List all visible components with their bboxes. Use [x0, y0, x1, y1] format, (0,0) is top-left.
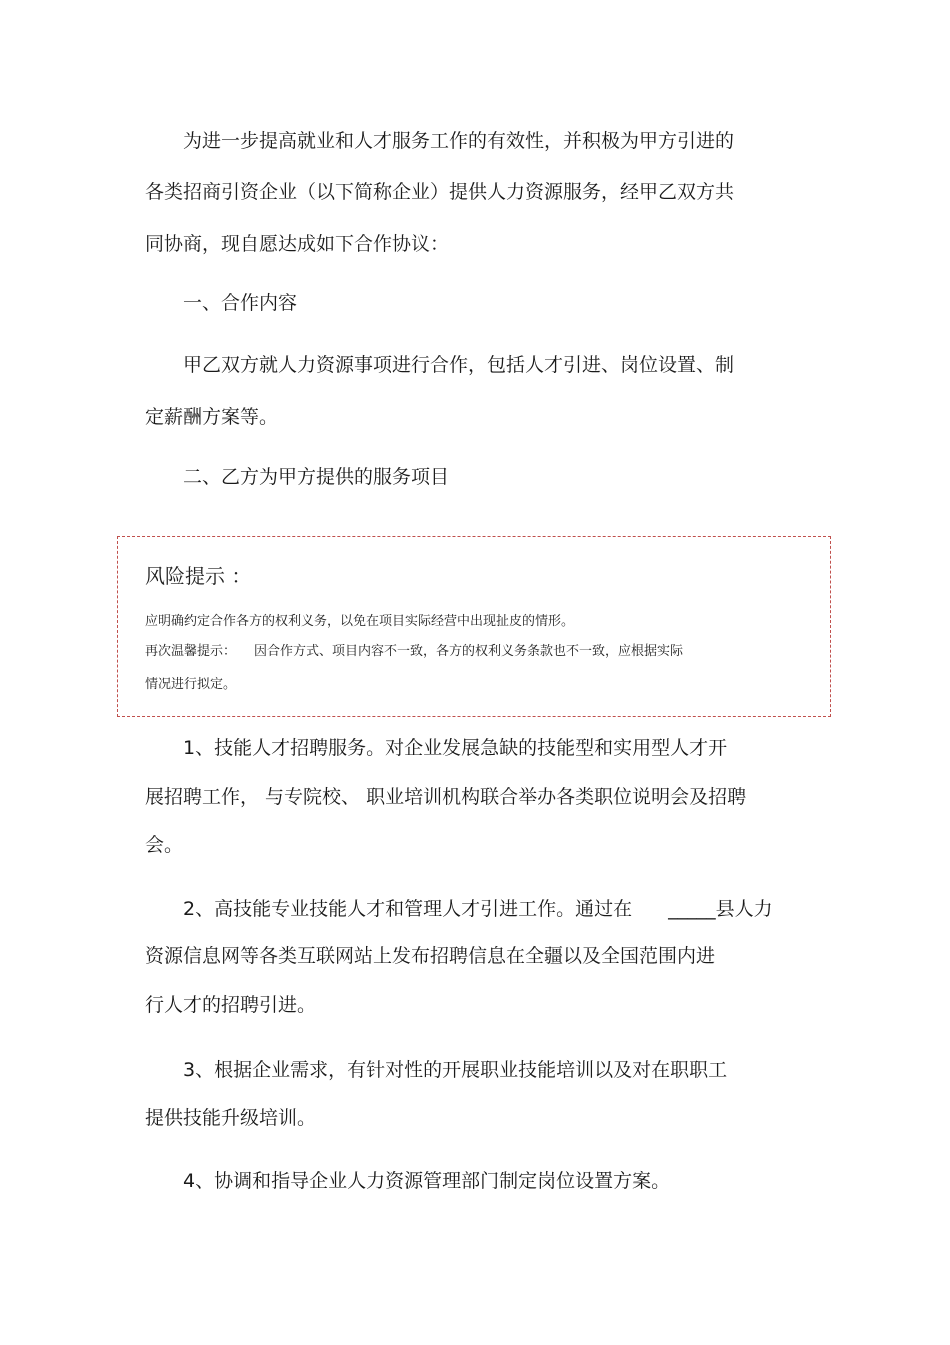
- section-1-line-1: 甲乙双方就人力资源事项进行合作，包括人才引进、岗位设置、制: [183, 354, 735, 376]
- section-1-line-2: 定薪酬方案等。: [145, 406, 279, 428]
- risk-notice-reminder-text: 因合作方式、项目内容不一致，各方的权利义务条款也不一致，应根据实际: [254, 644, 684, 659]
- item-2-line-1: [183, 897, 773, 921]
- risk-notice-title: 风险提示 ：: [145, 564, 252, 588]
- intro-line-1: 为进一步提高就业和人才服务工作的有效性，并积极为甲方引进的: [183, 130, 735, 152]
- intro-line-3: 同协商，现自愿达成如下合作协议：: [145, 233, 450, 255]
- risk-notice-line-3: 情况进行拟定。: [145, 677, 237, 692]
- risk-notice-box: [117, 536, 831, 717]
- item-1-line-2: 展招聘工作， 与专院校、 职业培训机构联合举办各类职位说明会及招聘: [145, 786, 747, 808]
- risk-notice-line-1: 应明确约定合作各方的权利义务，以免在项目实际经营中出现扯皮的情形。: [145, 614, 575, 629]
- item-2-line-2: 资源信息网等各类互联网站上发布招聘信息在全疆以及全国范围内进: [145, 945, 716, 967]
- item-1-line-1: 1、技能人才招聘服务。对企业发展急缺的技能型和实用型人才开: [183, 737, 728, 759]
- intro-line-2: 各类招商引资企业（以下简称企业）提供人力资源服务，经甲乙双方共: [145, 181, 735, 203]
- item-3-line-1: 3、根据企业需求，有针对性的开展职业技能培训以及对在职职工: [183, 1059, 728, 1081]
- item-4-line-1: 4、协调和指导企业人力资源管理部门制定岗位设置方案。: [183, 1170, 671, 1192]
- risk-notice-line-2: [145, 643, 683, 661]
- item-2-county-blank: _____县人力: [668, 898, 773, 920]
- item-3-line-2: 提供技能升级培训。: [145, 1107, 317, 1129]
- section-2-heading: 二、乙方为甲方提供的服务项目: [183, 466, 450, 488]
- section-1-heading: 一、合作内容: [183, 292, 298, 314]
- item-2-line-1-text: 2、高技能专业技能人才和管理人才引进工作。通过在: [183, 898, 633, 920]
- item-2-line-3: 行人才的招聘引进。: [145, 994, 317, 1016]
- item-1-line-3: 会。: [145, 834, 184, 856]
- risk-notice-reminder-label: 再次温馨提示：: [145, 644, 237, 659]
